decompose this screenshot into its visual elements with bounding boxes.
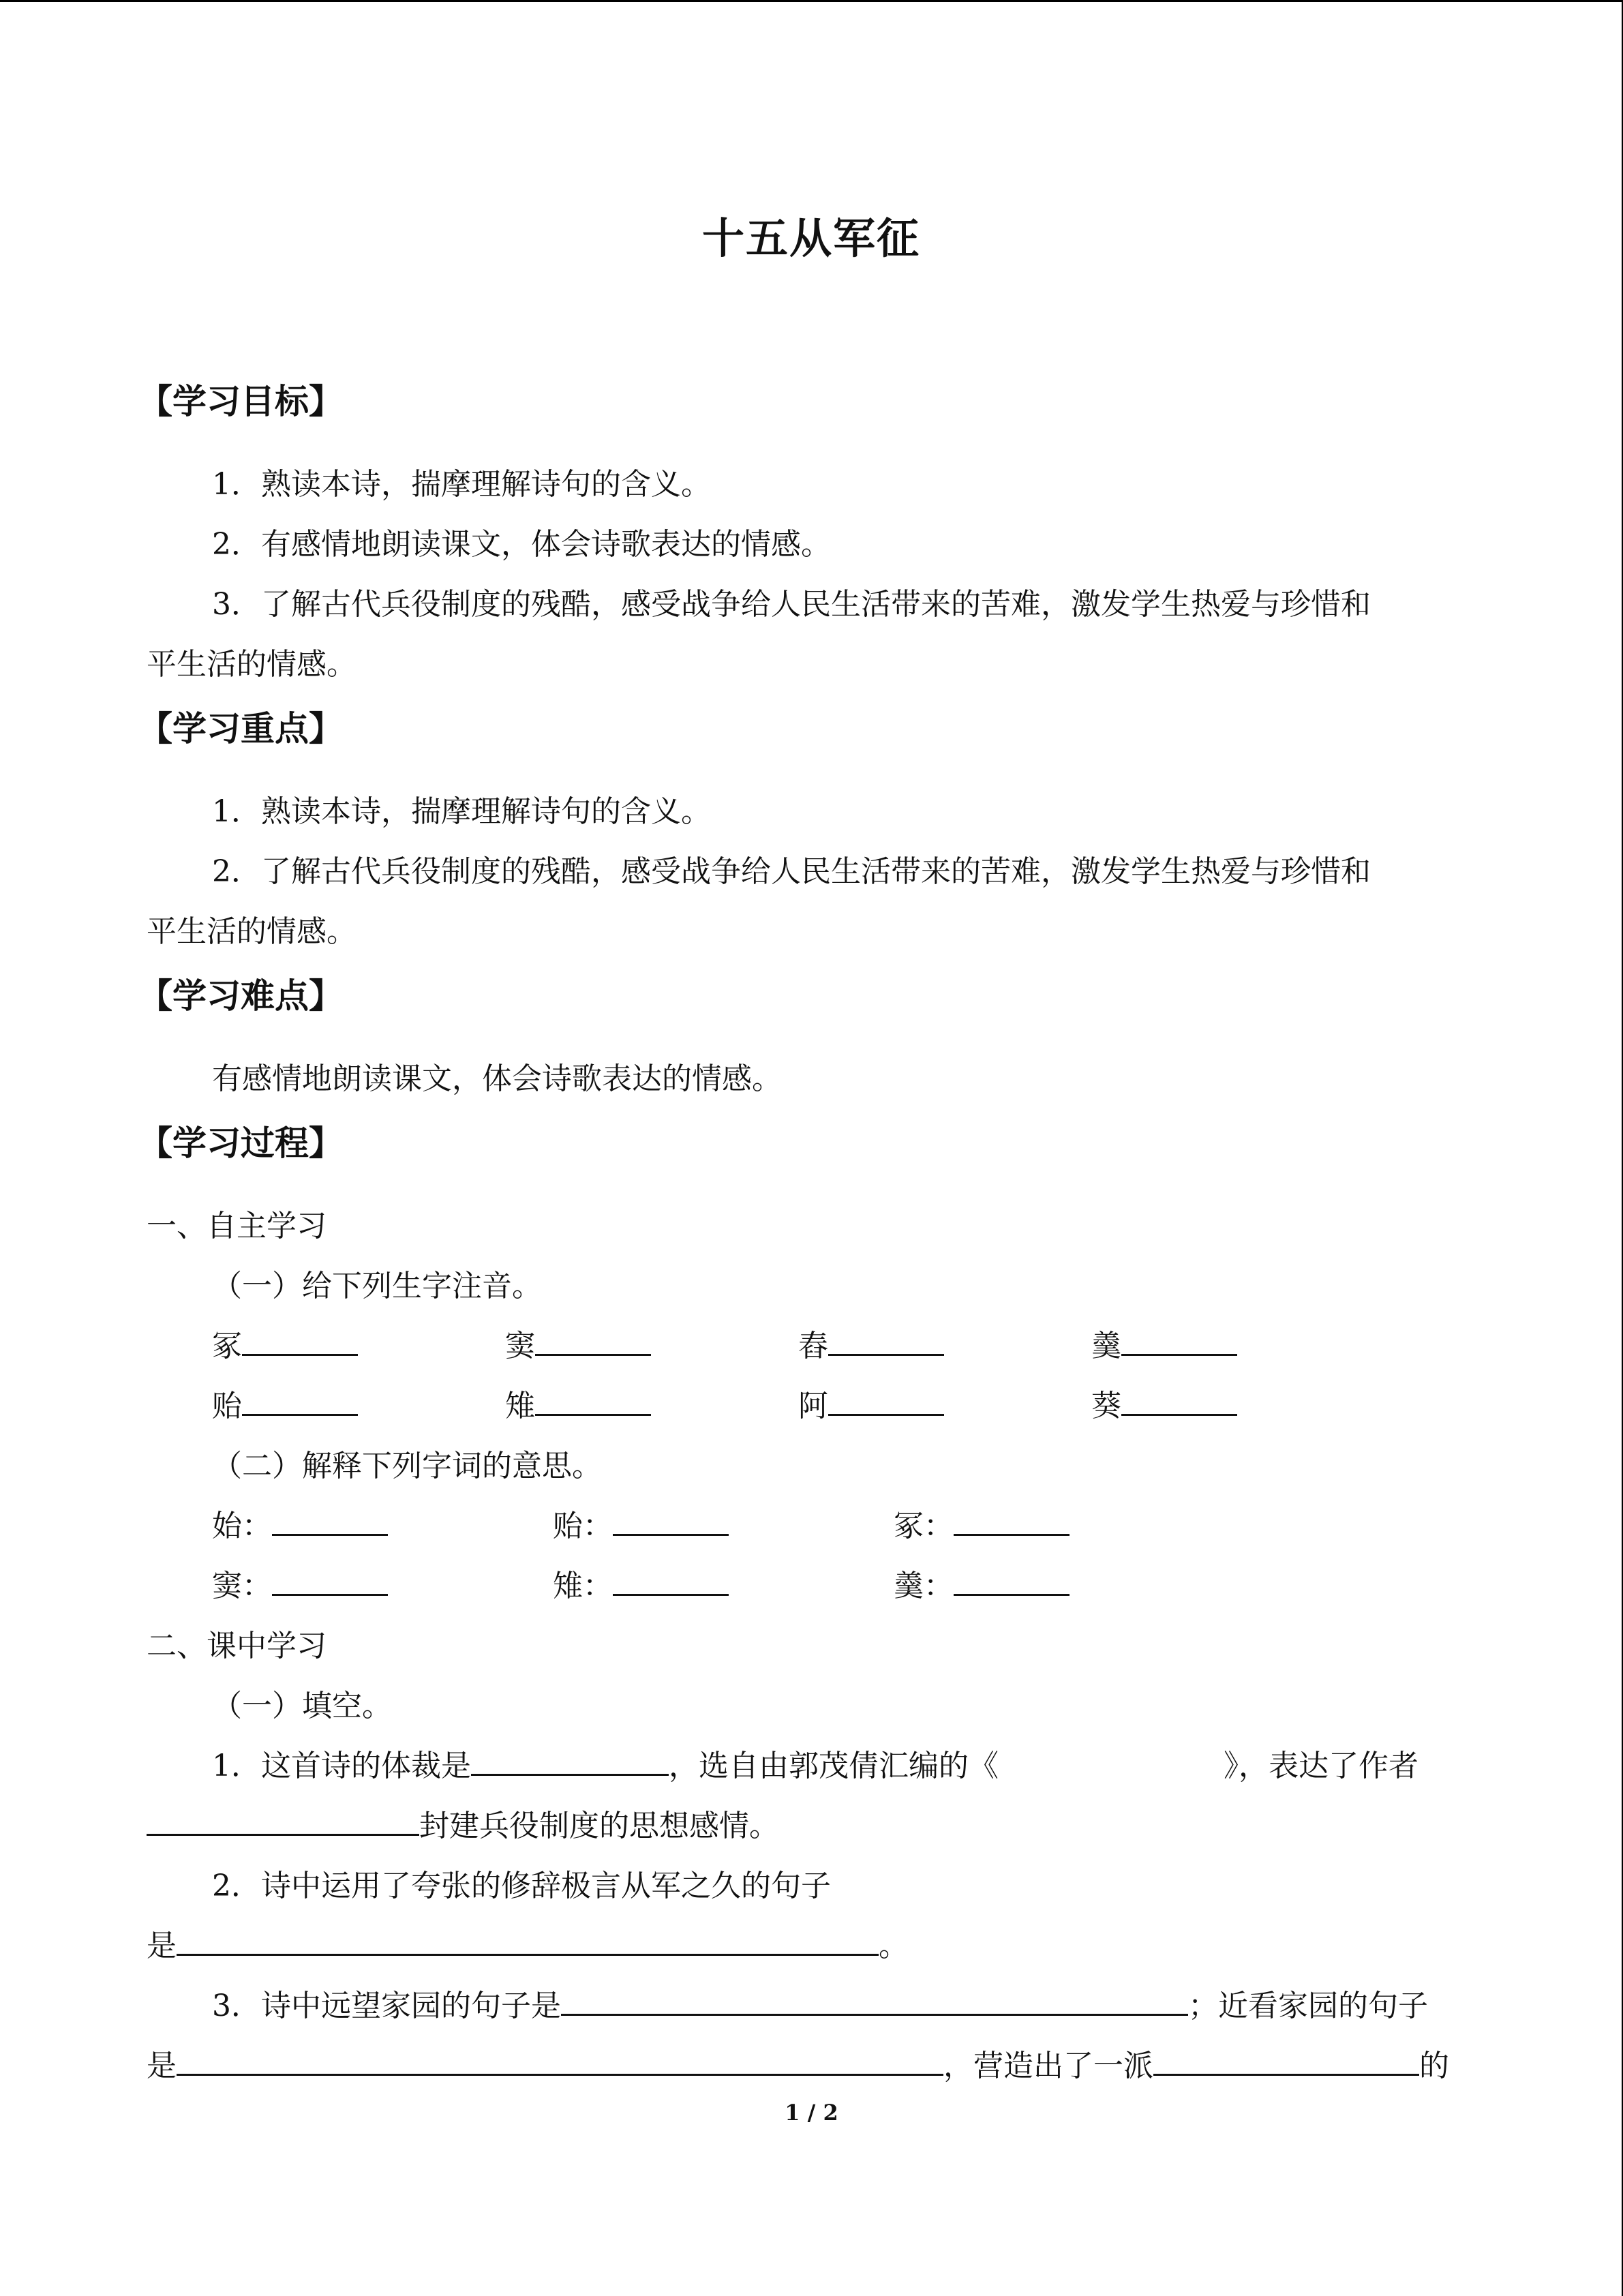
answer-blank[interactable] <box>272 1507 388 1536</box>
answer-blank[interactable] <box>561 1987 1188 2016</box>
question-3: 3．诗中远望家园的句子是 ；近看家园的句子 <box>147 1976 1476 2036</box>
answer-blank[interactable] <box>828 1327 944 1356</box>
focus-item-1: 1．熟读本诗，揣摩理解诗句的含义。 <box>212 794 711 829</box>
meaning-item: 始： <box>212 1496 553 1556</box>
section-heading-focus: 【学习重点】 <box>138 709 343 749</box>
pinyin-item: 冢 <box>212 1316 505 1376</box>
answer-blank[interactable] <box>147 1807 419 1836</box>
goal-item-1: 1．熟读本诗，揣摩理解诗句的含义。 <box>212 467 711 502</box>
pinyin-item: 窦 <box>505 1316 798 1376</box>
focus-item-2-cont: 平生活的情感。 <box>147 914 357 949</box>
answer-blank[interactable] <box>1153 2046 1419 2076</box>
question-1: 1．这首诗的体裁是 ，选自由郭茂倩汇编的《 》，表达了作者 <box>147 1736 1476 1796</box>
answer-blank[interactable] <box>177 2046 943 2076</box>
answer-blank[interactable] <box>954 1567 1070 1596</box>
pinyin-item: 阿 <box>798 1376 1091 1436</box>
pinyin-row-1 <box>147 1316 1476 1376</box>
question-2: 2．诗中运用了夸张的修辞极言从军之久的句子 <box>212 1869 831 1903</box>
goal-item-2: 2．有感情地朗读课文，体会诗歌表达的情感。 <box>212 527 831 562</box>
focus-item-2: 2．了解古代兵役制度的残酷，感受战争给人民生活带来的苦难，激发学生热爱与珍惜和 <box>212 854 1371 889</box>
part2-sub1-label: （一）填空。 <box>212 1689 392 1723</box>
pinyin-item: 雉 <box>505 1376 798 1436</box>
answer-blank[interactable] <box>828 1387 944 1416</box>
answer-blank[interactable] <box>471 1747 669 1776</box>
answer-blank[interactable] <box>535 1327 651 1356</box>
part1-label: 一、自主学习 <box>147 1209 327 1243</box>
answer-blank[interactable] <box>242 1387 358 1416</box>
pinyin-row-2 <box>147 1376 1476 1436</box>
section-heading-process: 【学习过程】 <box>138 1123 343 1163</box>
meaning-item: 窦： <box>212 1556 553 1616</box>
question-3-cont: 是 ，营造出了一派 的 <box>147 2036 1476 2096</box>
section-heading-difficulty: 【学习难点】 <box>138 976 343 1016</box>
section-heading-goals: 【学习目标】 <box>138 382 343 421</box>
pinyin-item: 葵 <box>1091 1376 1384 1436</box>
answer-blank[interactable] <box>177 1927 879 1956</box>
part1-sub1-label: （一）给下列生字注音。 <box>212 1269 542 1303</box>
document <box>138 205 1476 2096</box>
difficulty-text: 有感情地朗读课文，体会诗歌表达的情感。 <box>212 1061 782 1096</box>
meaning-item: 羹： <box>894 1556 1234 1616</box>
answer-blank[interactable] <box>272 1567 388 1596</box>
page-number: 1 / 2 <box>785 2100 838 2126</box>
answer-blank[interactable] <box>613 1507 729 1536</box>
question-2-cont: 是 。 <box>147 1916 1476 1976</box>
pinyin-item: 贻 <box>212 1376 505 1436</box>
answer-blank[interactable] <box>242 1327 358 1356</box>
meaning-row-1 <box>147 1496 1476 1556</box>
pinyin-item: 舂 <box>798 1316 1091 1376</box>
goal-item-3: 3．了解古代兵役制度的残酷，感受战争给人民生活带来的苦难，激发学生热爱与珍惜和 <box>212 587 1371 622</box>
meaning-item: 贻： <box>553 1496 894 1556</box>
page-title: 十五从军征 <box>701 213 920 263</box>
answer-blank[interactable] <box>954 1507 1070 1536</box>
meaning-row-2 <box>147 1556 1476 1616</box>
part1-sub2-label: （二）解释下列字词的意思。 <box>212 1449 602 1483</box>
answer-blank[interactable] <box>535 1387 651 1416</box>
meaning-item: 雉： <box>553 1556 894 1616</box>
meaning-item: 冢： <box>894 1496 1234 1556</box>
answer-blank[interactable] <box>1121 1387 1237 1416</box>
part2-label: 二、课中学习 <box>147 1629 327 1663</box>
answer-blank[interactable] <box>613 1567 729 1596</box>
goal-item-3-cont: 平生活的情感。 <box>147 647 357 682</box>
pinyin-item: 羹 <box>1091 1316 1384 1376</box>
question-1-cont: 封建兵役制度的思想感情。 <box>147 1796 1476 1856</box>
answer-blank[interactable] <box>1121 1327 1237 1356</box>
